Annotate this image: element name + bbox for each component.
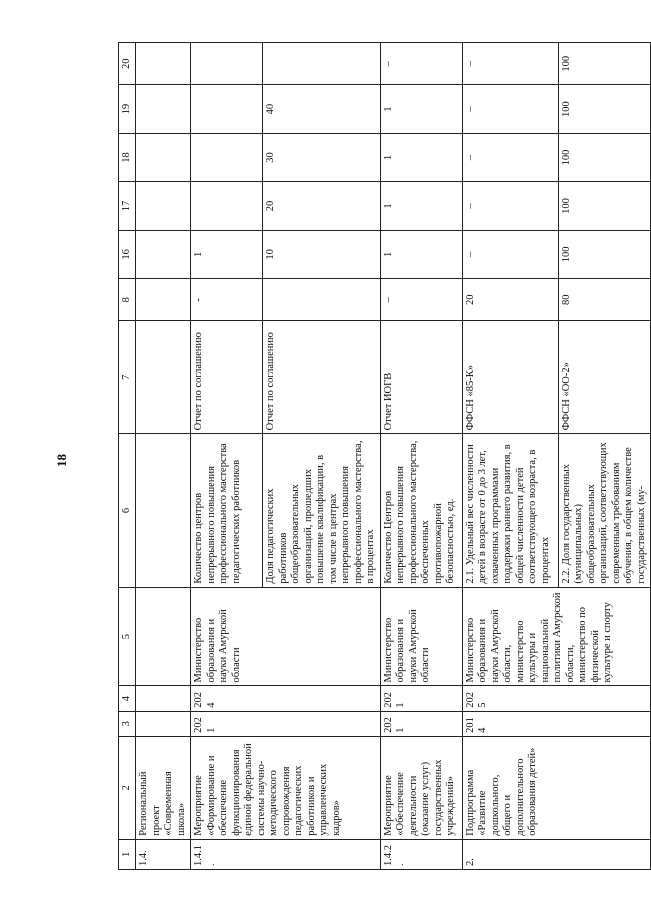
value-col19: 100 bbox=[558, 85, 651, 133]
indicator-source: Отчет ИОГВ bbox=[380, 321, 462, 434]
year-start: 2014 bbox=[462, 711, 651, 736]
value-col18: 30 bbox=[263, 133, 381, 181]
value-col8 bbox=[263, 279, 381, 321]
value-col17: 20 bbox=[263, 182, 381, 230]
value-col16: 1 bbox=[191, 230, 263, 278]
row-name: Подпрограмма «Развитие дошкольного, общего и дополнительного образования детей» bbox=[462, 736, 651, 839]
header-cell: 20 bbox=[119, 43, 136, 85]
value-col8: 80 bbox=[558, 279, 651, 321]
year-end: 2021 bbox=[380, 686, 462, 711]
value-col16: 10 bbox=[263, 230, 381, 278]
row-name: Региональный проект «Современная школа» bbox=[136, 736, 191, 839]
indicator-text: 2.1. Удельный вес численности детей в возрасте от 0 до 3 лет, охваченных программами поддержки раннего развития, в общей численности детей соответствующего возраста, в процентах bbox=[462, 434, 558, 587]
value-col16: 100 bbox=[558, 230, 651, 278]
year-start: 2021 bbox=[380, 711, 462, 736]
year-end: 2024 bbox=[191, 686, 381, 711]
value-col18: 1 bbox=[380, 133, 462, 181]
header-cell: 8 bbox=[119, 279, 136, 321]
table-row bbox=[136, 43, 191, 870]
header-cell: 2 bbox=[119, 736, 136, 839]
indicator-source: Отчет по соглашению bbox=[191, 321, 263, 434]
row-number: 1.4.2. bbox=[380, 839, 462, 869]
header-cell: 7 bbox=[119, 321, 136, 434]
indicator-source: Отчет по соглашению bbox=[263, 321, 381, 434]
table-row bbox=[191, 43, 263, 870]
header-cell: 1 bbox=[119, 839, 136, 869]
value-col20: 100 bbox=[558, 43, 651, 85]
header-cell: 4 bbox=[119, 686, 136, 711]
header-cell: 5 bbox=[119, 587, 136, 686]
indicator-text: Количество Центров непрерывного повышения профессионального мастерства, обеспеченных противопожарной безопасностью, ед. bbox=[380, 434, 462, 587]
value-col19: 1 bbox=[380, 85, 462, 133]
row-name: Мероприятие «Обеспечение деятельности (оказание услуг) государственных учреждений» bbox=[380, 736, 462, 839]
header-cell: 6 bbox=[119, 434, 136, 587]
value-col20 bbox=[263, 43, 381, 85]
value-col20: – bbox=[462, 43, 558, 85]
indicator-text: 2.2. Доля государственных (муниципальных) общеобразовательных организаций, соответствующих современным требованиям обучения, в общем количестве государственных (му- bbox=[558, 434, 651, 587]
row-number: 1.4. bbox=[136, 839, 191, 869]
value-col20: – bbox=[380, 43, 462, 85]
header-cell: 19 bbox=[119, 85, 136, 133]
value-col8: - bbox=[191, 279, 263, 321]
executor: Министерство образования и науки Амурской области bbox=[380, 587, 462, 686]
header-cell: 18 bbox=[119, 133, 136, 181]
header-cell: 17 bbox=[119, 182, 136, 230]
indicator-text: Количество центров непрерывного повышения профессионального мастерства педагогических работников bbox=[191, 434, 263, 587]
indicator-text: Доля педагогических работников общеобразовательных организаций, прошедших повышение квалификации, в том числе в центрах непрерывного повышения профессионального мастерства, в процентах bbox=[263, 434, 381, 587]
value-col8: – bbox=[380, 279, 462, 321]
value-col17: 1 bbox=[380, 182, 462, 230]
value-col19: – bbox=[462, 85, 558, 133]
indicators-table bbox=[118, 42, 651, 870]
indicator-source: ФФСН «ОО-2» bbox=[558, 321, 651, 434]
value-col17: – bbox=[462, 182, 558, 230]
year-end: 2025 bbox=[462, 686, 651, 711]
value-col18: 100 bbox=[558, 133, 651, 181]
value-col17 bbox=[191, 182, 263, 230]
executor: Министерство образования и науки Амурской области, министерство культуры и национальной политики Амурской области, министерство по физической культуре и спорту bbox=[462, 587, 651, 686]
value-col18 bbox=[191, 133, 263, 181]
header-row bbox=[119, 43, 136, 870]
page-number: 18 bbox=[54, 454, 69, 467]
year-start: 2021 bbox=[191, 711, 381, 736]
value-col18: – bbox=[462, 133, 558, 181]
row-number: 2. bbox=[462, 839, 651, 869]
value-col16: – bbox=[462, 230, 558, 278]
value-col20 bbox=[191, 43, 263, 85]
value-col16: 1 bbox=[380, 230, 462, 278]
indicator-source: ФФСН «85-К» bbox=[462, 321, 558, 434]
row-name: Мероприятие «Формирование и обеспечение функционирования единой федеральной системы научно-методического сопровождения педагогических работников и управленческих кадров» bbox=[191, 736, 381, 839]
value-col19 bbox=[191, 85, 263, 133]
row-number: 1.4.1. bbox=[191, 839, 381, 869]
table-row bbox=[462, 43, 558, 870]
executor: Министерство образования и науки Амурской области bbox=[191, 587, 381, 686]
table-row bbox=[380, 43, 462, 870]
value-col17: 100 bbox=[558, 182, 651, 230]
rotated-table-wrapper bbox=[118, 42, 647, 870]
value-col19: 40 bbox=[263, 85, 381, 133]
value-col8: 20 bbox=[462, 279, 558, 321]
header-cell: 3 bbox=[119, 711, 136, 736]
header-cell: 16 bbox=[119, 230, 136, 278]
